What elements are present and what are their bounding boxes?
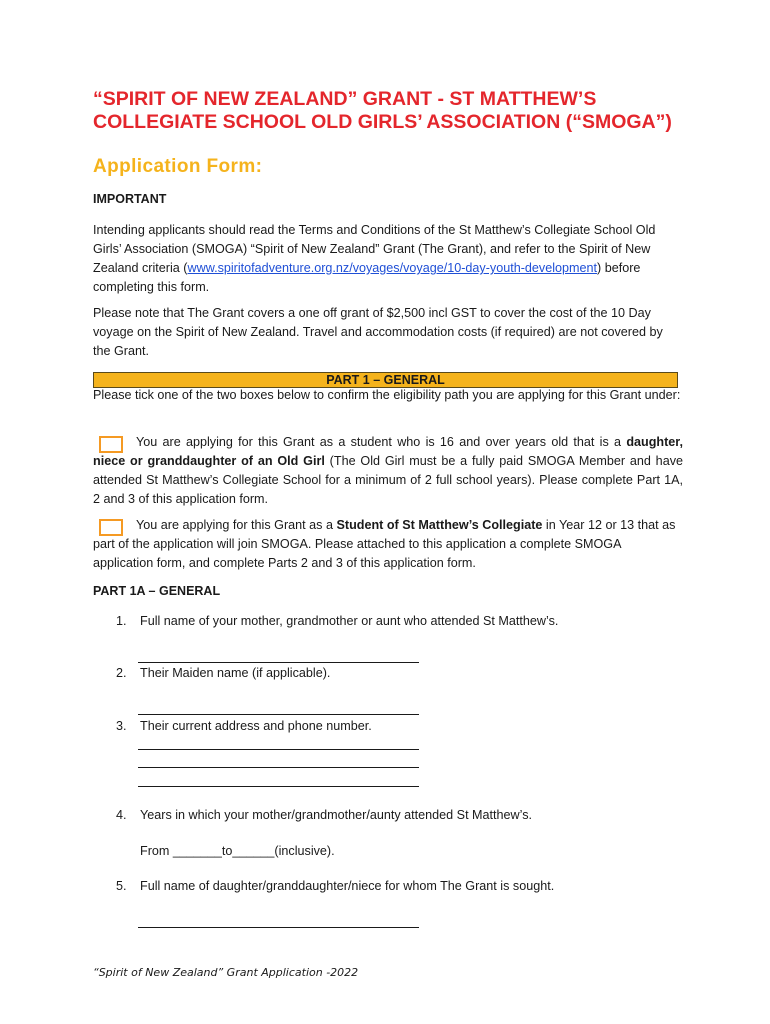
question-2-number: 2.	[116, 666, 127, 680]
question-1-number: 1.	[116, 614, 127, 628]
option1-paragraph	[93, 433, 683, 509]
question-4-text: Years in which your mother/grandmother/aunty attended St Matthew’s.	[140, 808, 533, 822]
option2-paragraph	[93, 516, 683, 573]
question-5-number: 5.	[116, 879, 127, 893]
question-2-text: Their Maiden name (if applicable).	[140, 666, 331, 680]
spirit-adventure-link[interactable]: www.spiritofadventure.org.nz/voyages/voyage/10-day-youth-development	[187, 261, 598, 275]
part1a-heading: PART 1A – GENERAL	[93, 584, 221, 598]
question-5-answer-line[interactable]	[138, 927, 419, 928]
option2-text-start: You are applying for this Grant as a	[136, 518, 337, 532]
option1-bold-text: daughter, niece or granddaughter of an Old Girl	[93, 435, 683, 468]
document-subtitle: Application Form:	[93, 156, 263, 177]
part1-heading-bar: PART 1 – GENERAL	[93, 372, 678, 388]
intro-paragraph	[93, 221, 683, 297]
question-1-answer-line[interactable]	[138, 662, 419, 663]
question-4-number: 4.	[116, 808, 127, 822]
page-footer: “Spirit of New Zealand” Grant Application -2022	[93, 966, 359, 979]
option1-text-start: You are applying for this Grant as a student who is 16 and over years old that is a	[136, 435, 627, 449]
option2-bold-text: Student of St Matthew’s Collegiate	[336, 518, 543, 532]
question-3-answer-line-3[interactable]	[138, 786, 419, 787]
option2-text-end: in Year 12 or 13 that as part of the application will join SMOGA. Please attached to this application a complete SMOGA application form, and complete Parts 2 and 3 of this application form.	[93, 518, 676, 570]
years-from-to-line[interactable]: From _______to______(inclusive).	[140, 844, 335, 858]
question-2-answer-line[interactable]	[138, 714, 419, 715]
grant-note-paragraph: Please note that The Grant covers a one off grant of $2,500 incl GST to cover the cost of the 10 Day voyage on the Spirit of New Zealand. Travel and accommodation costs (if required) are not covered by the Grant.	[93, 306, 663, 358]
intro-text-start: Intending applicants should read the Terms and Conditions of the St Matthew’s Collegiate School Old Girls’ Association (SMOGA) “Spirit of New Zealand” Grant (The Grant), and refer to the Spirit of New Zealand criteria (	[93, 223, 656, 275]
question-1-text: Full name of your mother, grandmother or aunt who attended St Matthew’s.	[140, 614, 559, 628]
question-3-text: Their current address and phone number.	[140, 719, 372, 733]
question-3-answer-line-2[interactable]	[138, 767, 419, 768]
question-3-number: 3.	[116, 719, 127, 733]
important-heading: IMPORTANT	[93, 192, 167, 206]
question-3-answer-line-1[interactable]	[138, 749, 419, 750]
part1-instruction: Please tick one of the two boxes below to confirm the eligibility path you are applying for this Grant under:	[93, 388, 681, 402]
option1-text-end: (The Old Girl must be a fully paid SMOGA Member and have attended St Matthew’s Collegiate School for a minimum of 2 full school years). Please complete Part 1A, 2 and 3 of this application form.	[93, 454, 683, 506]
document-title: “SPIRIT OF NEW ZEALAND” GRANT - ST MATTHEW’S COLLEGIATE SCHOOL OLD GIRLS’ ASSOCIATION (“SMOGA”)	[93, 88, 672, 133]
intro-text-end: ) before completing this form.	[93, 261, 641, 294]
question-5-text: Full name of daughter/granddaughter/niece for whom The Grant is sought.	[140, 879, 555, 893]
